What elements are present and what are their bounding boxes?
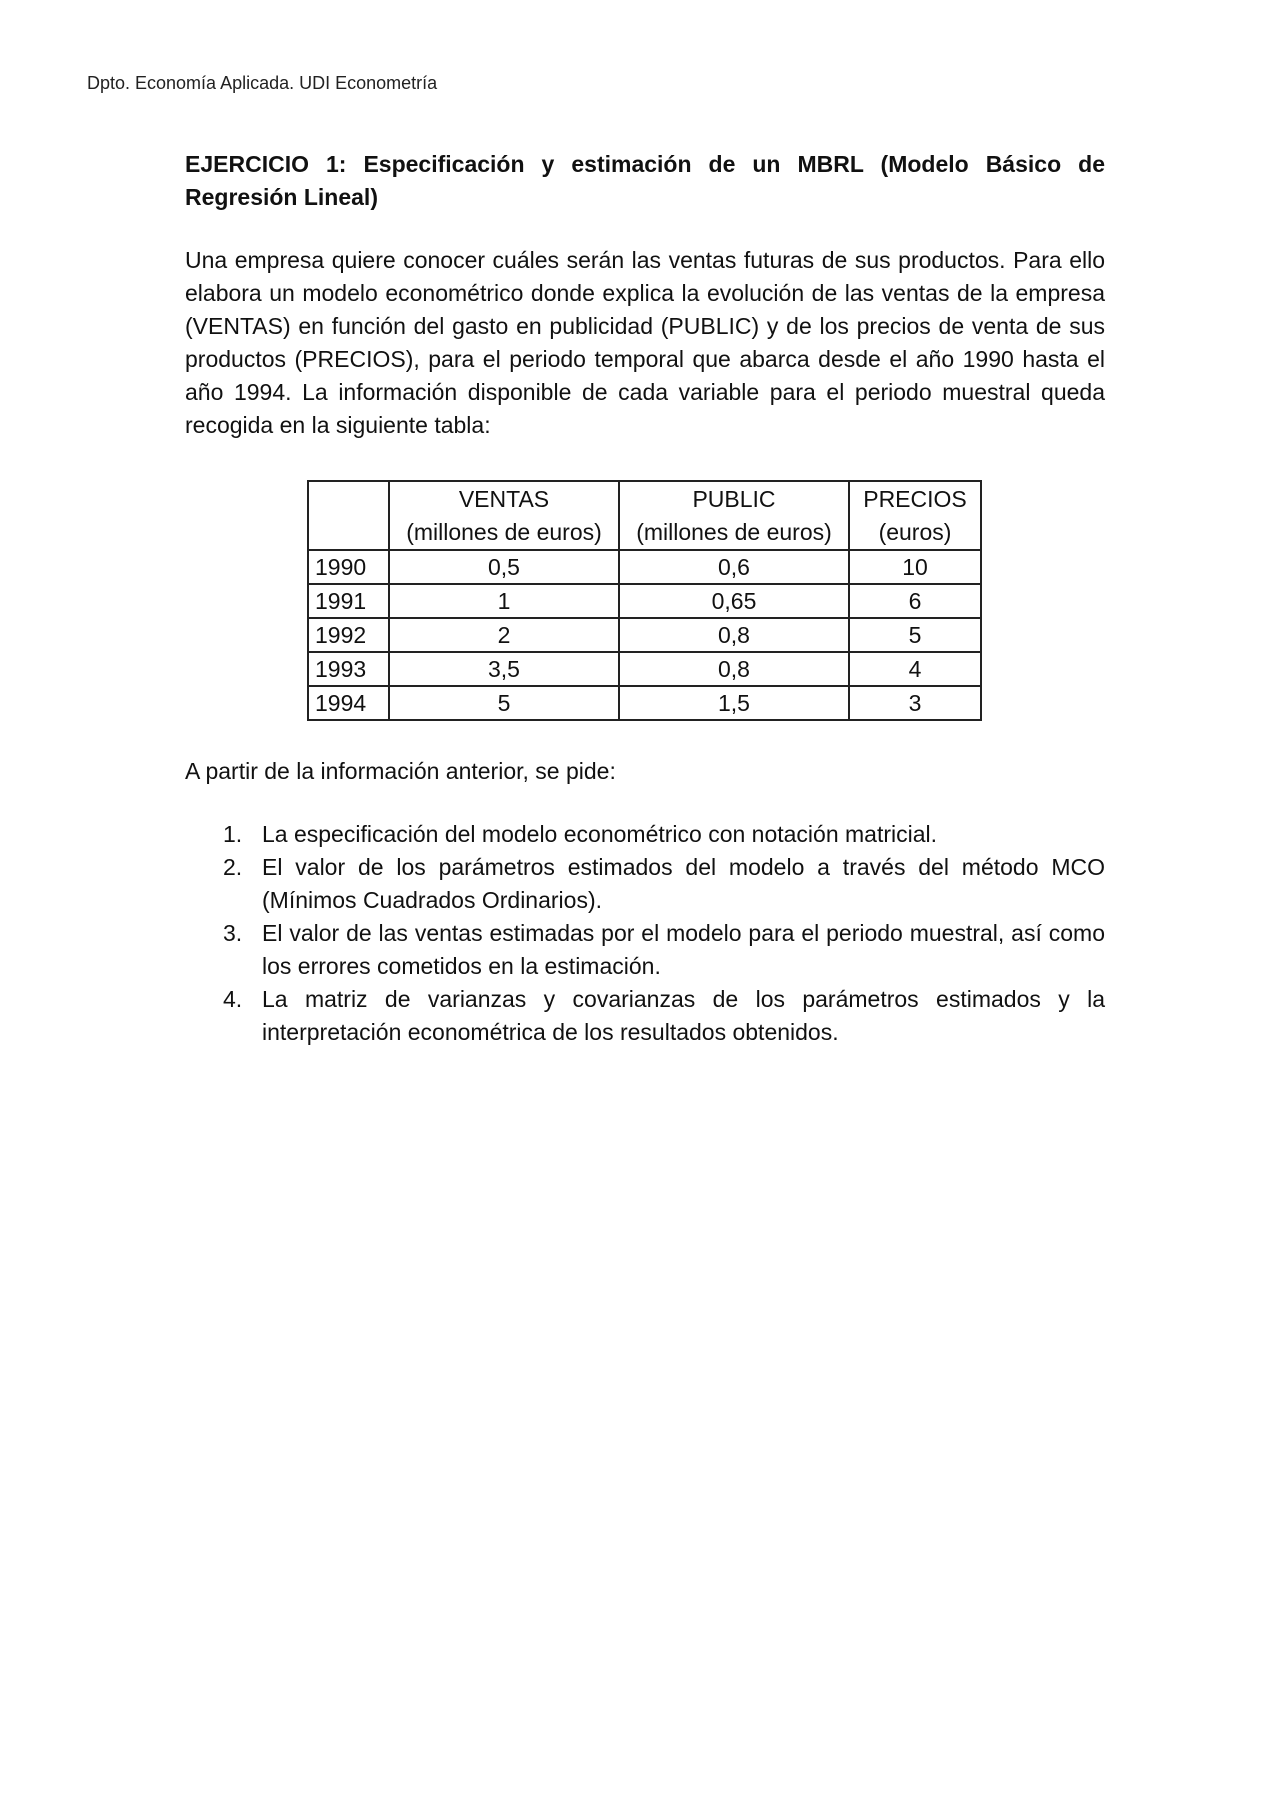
header-unit-ventas: (millones de euros) xyxy=(406,519,602,545)
tasks-list xyxy=(185,818,1105,1049)
ventas-cell: 2 xyxy=(389,618,619,652)
exercise-title: EJERCICIO 1: Especificación y estimación de un MBRL (Modelo Básico de Regresión Lineal) xyxy=(185,151,1105,210)
precios-cell: 6 xyxy=(849,584,981,618)
header-name-public: PUBLIC xyxy=(692,486,776,512)
task-text: La especificación del modelo econométrico con notación matricial. xyxy=(262,821,938,847)
task-text: La matriz de varianzas y covarianzas de los parámetros estimados y la interpretación econométrica de los resultados obtenidos. xyxy=(262,986,1105,1045)
ventas-cell: 0,5 xyxy=(389,550,619,584)
precios-cell: 10 xyxy=(849,550,981,584)
public-cell: 0,8 xyxy=(619,618,849,652)
table-row xyxy=(308,618,981,652)
public-cell: 0,8 xyxy=(619,652,849,686)
year-cell: 1993 xyxy=(308,652,389,686)
year-cell: 1992 xyxy=(308,618,389,652)
list-item xyxy=(185,983,1105,1049)
header-cell-precios xyxy=(849,481,981,550)
header-unit-public: (millones de euros) xyxy=(636,519,832,545)
list-item xyxy=(185,851,1105,917)
task-text: El valor de las ventas estimadas por el modelo para el periodo muestral, así como los errores cometidos en la estimación. xyxy=(262,920,1105,979)
data-table xyxy=(307,480,982,721)
public-cell: 0,65 xyxy=(619,584,849,618)
table-row xyxy=(308,686,981,720)
table-row xyxy=(308,652,981,686)
header-name-ventas: VENTAS xyxy=(458,486,550,512)
header-cell-public xyxy=(619,481,849,550)
list-item xyxy=(185,818,1105,851)
exercise-content xyxy=(185,148,1105,1049)
precios-cell: 5 xyxy=(849,618,981,652)
precios-cell: 3 xyxy=(849,686,981,720)
table-row xyxy=(308,584,981,618)
task-text: El valor de los parámetros estimados del modelo a través del método MCO (Mínimos Cuadrados Ordinarios). xyxy=(262,854,1105,913)
header-cell-ventas xyxy=(389,481,619,550)
exercise-description: Una empresa quiere conocer cuáles serán las ventas futuras de sus productos. Para ello elabora un modelo econométrico donde explica la evolución de las ventas de la empresa (VENTAS) en función del gasto en publicidad (PUBLIC) y de los precios de venta de sus productos (PRECIOS), para el periodo temporal que abarca desde el año 1990 hasta el año 1994. La información disponible de cada variable para el periodo muestral queda recogida en la siguiente tabla: xyxy=(185,247,1105,438)
task-number: 1. xyxy=(223,821,243,847)
table-header-row xyxy=(308,481,981,550)
year-cell: 1991 xyxy=(308,584,389,618)
table-row xyxy=(308,550,981,584)
public-cell: 1,5 xyxy=(619,686,849,720)
header-unit-precios: (euros) xyxy=(878,519,952,545)
header-cell-empty xyxy=(308,481,389,550)
year-cell: 1990 xyxy=(308,550,389,584)
ventas-cell: 1 xyxy=(389,584,619,618)
year-cell: 1994 xyxy=(308,686,389,720)
list-item xyxy=(185,917,1105,983)
header-name-precios: PRECIOS xyxy=(863,486,967,512)
tasks-intro: A partir de la información anterior, se pide: xyxy=(185,758,616,784)
ventas-cell: 5 xyxy=(389,686,619,720)
task-number: 3. xyxy=(223,920,243,946)
page-header: Dpto. Economía Aplicada. UDI Econometría xyxy=(87,73,438,93)
task-number: 2. xyxy=(223,854,243,880)
task-number: 4. xyxy=(223,986,243,1012)
precios-cell: 4 xyxy=(849,652,981,686)
ventas-cell: 3,5 xyxy=(389,652,619,686)
public-cell: 0,6 xyxy=(619,550,849,584)
